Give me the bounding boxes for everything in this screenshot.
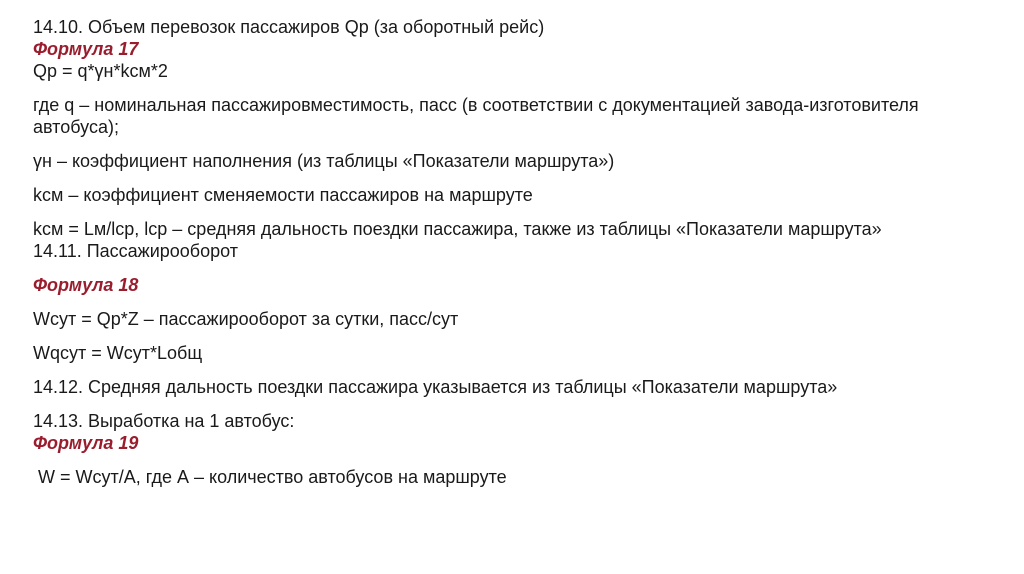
section-14-10-heading: 14.10. Объем перевозок пассажиров Qр (за оборотный рейс) — [33, 17, 545, 37]
definition-ksm: kсм – коэффициент сменяемости пассажиров на маршруте — [33, 185, 533, 205]
formula-18-wqsut: Wqсут = Wсут*Lобщ — [33, 343, 203, 363]
section-14-13-heading: 14.13. Выработка на 1 автобус: — [33, 411, 295, 431]
section-14-12-text: 14.12. Средняя дальность поездки пассажира указывается из таблицы «Показатели маршрута» — [33, 377, 838, 397]
slide-content — [33, 16, 993, 488]
definition-q: где q – номинальная пассажировместимость, пасс (в соответствии с документацией завода-изготовителя автобуса); — [33, 95, 919, 137]
formula-18-wsut: Wсут = Qр*Z – пассажирооборот за сутки, пасс/сут — [33, 309, 459, 329]
formula-19-equation: W = Wсут/А, где А – количество автобусов на маршруте — [33, 467, 507, 487]
section-14-11-heading: 14.11. Пассажирооборот — [33, 241, 238, 261]
formula-17-label: Формула 17 — [33, 39, 139, 59]
definition-ksm-formula: kсм = Lм/lср, lср – средняя дальность поездки пассажира, также из таблицы «Показатели маршрута» — [33, 219, 882, 239]
formula-19-label: Формула 19 — [33, 433, 139, 453]
formula-17-equation: Qр = q*γн*kсм*2 — [33, 61, 168, 81]
formula-18-label: Формула 18 — [33, 275, 139, 295]
definition-gamma-n: γн – коэффициент наполнения (из таблицы «Показатели маршрута») — [33, 151, 615, 171]
